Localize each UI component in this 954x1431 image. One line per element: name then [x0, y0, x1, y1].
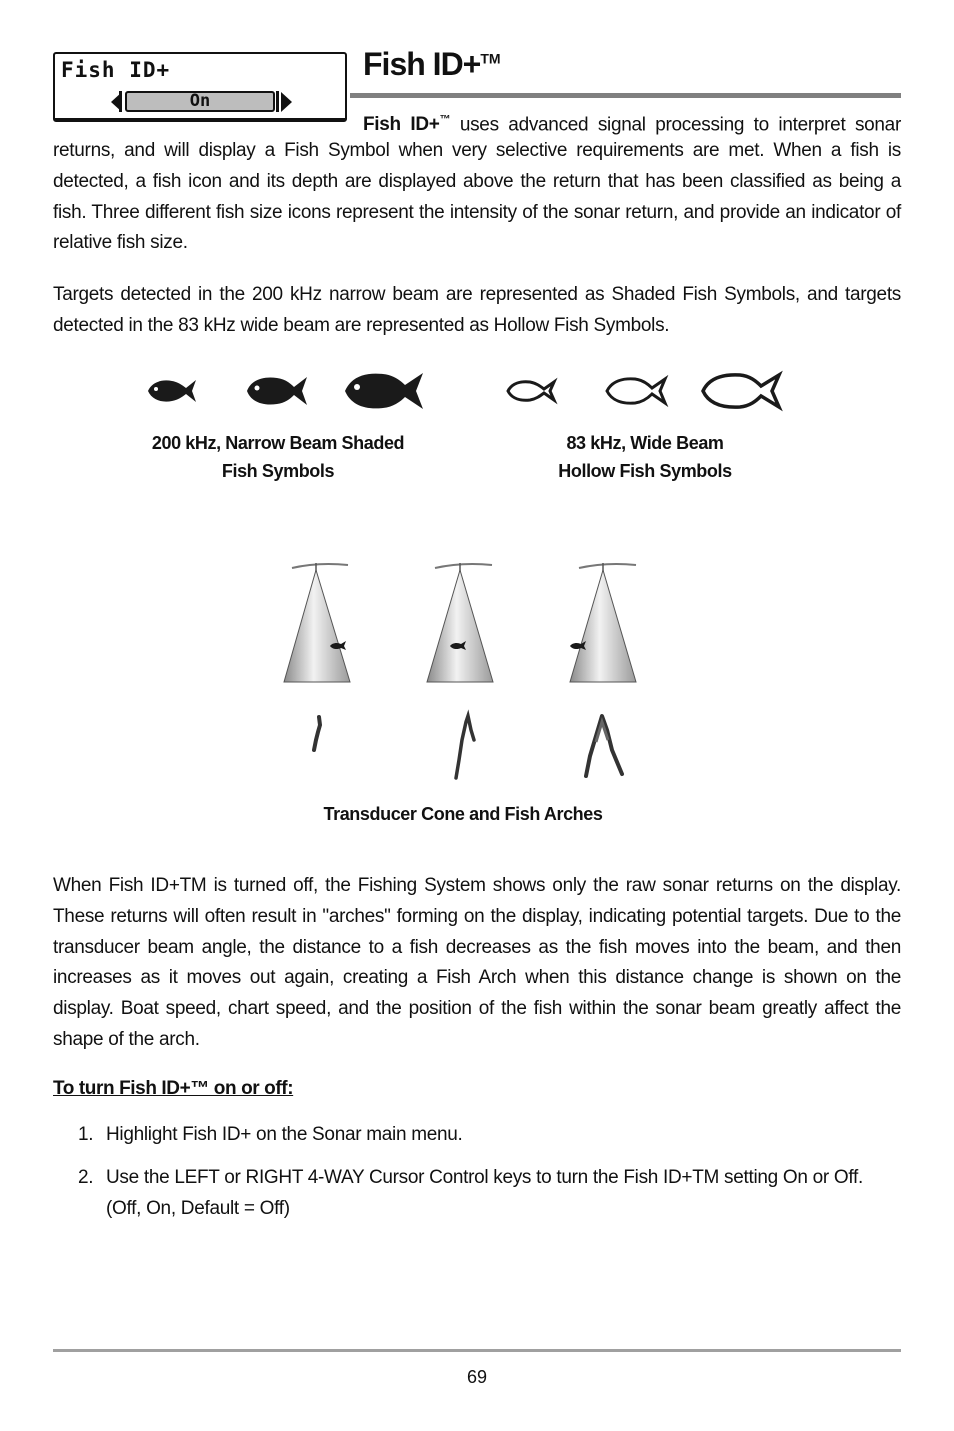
menu-tick-left — [119, 91, 122, 112]
menu-label: Fish ID+ — [61, 58, 171, 82]
hollow-fish-small-icon — [505, 377, 557, 405]
fish-id-menu-widget[interactable] — [53, 52, 347, 122]
hollow-fish-medium-icon — [604, 374, 668, 408]
fish-arch-2 — [456, 716, 474, 778]
wide-beam-caption: 83 kHz, Wide Beam Hollow Fish Symbols — [558, 433, 732, 481]
procedure-heading: To turn Fish ID+™ on or off: — [53, 1078, 294, 1099]
arrow-right-icon[interactable] — [281, 92, 292, 112]
cone-figure-caption: Transducer Cone and Fish Arches — [323, 804, 603, 824]
shaded-fish-large-icon — [343, 369, 425, 413]
menu-tick-right — [276, 91, 279, 112]
trademark-mark: TM — [480, 50, 501, 67]
transducer-cone-1 — [284, 563, 350, 750]
narrow-beam-caption: 200 kHz, Narrow Beam Shaded Fish Symbols — [151, 433, 405, 481]
intro-paragraph: returns, and will display a Fish Symbol when very selective requirements are met. When a fish is detected, a fish icon and its depth are displayed above the return that has been classified as being a fish. Three different fish size icons represent the intensity of the sonar return, and provide an indicator of relative fish size. — [53, 140, 901, 254]
fish-arch-1 — [314, 717, 320, 750]
hollow-fish-large-icon — [700, 370, 782, 412]
page-title: Fish ID+™ — [363, 46, 501, 82]
page-number: 69 — [466, 1367, 488, 1387]
intro-first-line: Fish ID+™ uses advanced signal processing to interpret sonar — [363, 114, 901, 136]
transducer-cone-3 — [570, 563, 636, 776]
menu-value[interactable]: On — [125, 91, 275, 112]
title-rule — [350, 93, 901, 98]
beam-description-paragraph: Targets detected in the 200 kHz narrow beam are represented as Shaded Fish Symbols, and targets detected in the 83 kHz wide beam are represented as Hollow Fish Symbols. — [53, 284, 901, 336]
fish-arch-paragraph: When Fish ID+TM is turned off, the Fishing System shows only the raw sonar returns on the display. These returns will often result in "arches" forming on the display, indicating potential targets. Due to the transducer beam angle, the distance to a fish decreases as the fish moves into the beam, and then increases as it moves out again, creating a Fish Arch when this distance change is shown on the display. Boat speed, chart speed, and the position of the fish within the sonar beam greatly affect the shape of the arch. — [53, 875, 901, 1050]
transducer-cone-diagram — [270, 560, 670, 800]
shaded-fish-medium-icon — [245, 373, 309, 409]
transducer-cone-2 — [427, 563, 493, 778]
footer-rule — [53, 1349, 901, 1352]
shaded-fish-small-icon — [146, 376, 198, 406]
